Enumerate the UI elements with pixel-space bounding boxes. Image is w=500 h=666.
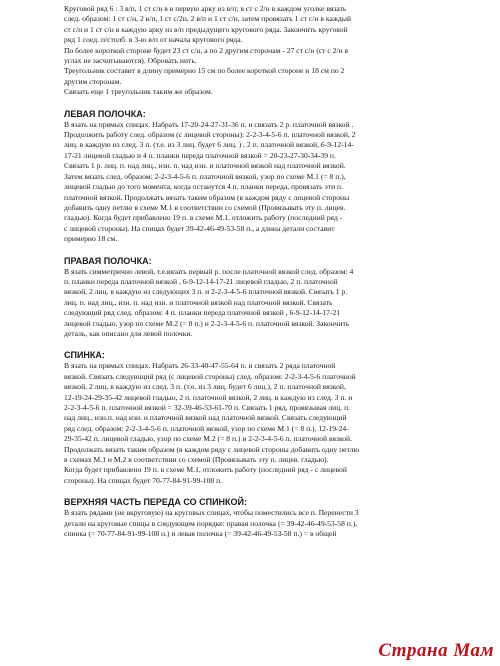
text-line: стороны). На спицах будет 70-77-84-91-99-108 п. xyxy=(64,475,223,485)
section-heading: ВЕРХНЯЯ ЧАСТЬ ПЕРЕДА СО СПИНКОЙ: xyxy=(64,497,248,508)
text-line: добавить одну петлю в схеме М.1 в соответствии со схемой (Провязывать эту п. лицев. xyxy=(64,202,346,212)
text-line: Связать 1 р. лиц. п. над лиц., изн. п. над изн. и платочной вязкой над платочной вязкой. xyxy=(64,161,346,171)
intro-block xyxy=(64,4,468,98)
text-line: В язать рядами (не вкруговую) на круговых спицах, чтобы поместились все п. Перенести 3 xyxy=(64,508,359,518)
sections xyxy=(64,98,468,540)
text-line: ряд 1 соед. п/столб. в 3-ю в/п от начала кругового ряда. xyxy=(64,35,243,45)
text-line: 2-2-3-4-5-6 п. платочной вязкой = 32-39-46-53-61-70 п. Связать 1 ряд, провязывая лиц. п. xyxy=(64,403,351,412)
text-line: в схемах М.1 и М.2 в соответствии со схемой (Провязывать эту п. лицев. гладью). xyxy=(64,455,329,465)
text-line: В язать симметрично левой, т.е.вязать первый р. после платочной вязкой след. образом: 4 xyxy=(64,266,354,276)
text-line: 17-21 лицевой гладью и 4 п. планки переда платочной вязкой = 20-23-27-30-34-39 п. xyxy=(64,150,336,160)
text-line: лицевой гладью до того момента, когда останутся 4 п. планки переда, провязать эти п. xyxy=(64,182,343,192)
text-line: Продолжать вязать таким образом (в каждом ряду с лицевой стороны добавить одну петлю xyxy=(64,444,360,454)
section xyxy=(64,496,468,539)
text-line: Затем вязать след. образом: 2-2-3-4-5-6 п. платочной вязкой, узор по схеме М.1 (= 8 п.), xyxy=(64,171,346,181)
text-line: Продолжить работу след. образом (с лицевой стороны): 2-2-3-4-5-6 п. платочной вязкой, 2 xyxy=(64,130,356,140)
text-line: лиц. в каждую из след. 3 п. (т.е. из 3 лиц. будет 6 лиц. ) , 2 п. платочной вязкой, 6-9-12-14- xyxy=(64,140,354,150)
text-line: вязкой, 2 лиц. в каждую из след. 3 п. (т.е. из 3 лиц. будет 6 лиц.), 2 п. платочной вязкой, xyxy=(64,382,346,392)
text-line: Когда будет прибавлено 19 п. в схеме М.1, отложить работу (последний ряд - с лицевой xyxy=(64,465,347,475)
section-heading: СПИНКА: xyxy=(64,350,105,361)
text-line: В язать на прямых спицах. Набрать 17-20-24-27-31-36 п. и связать 2 р. платочной вязкой . xyxy=(64,119,354,129)
text-line: Круговой ряд 6 : 3 в/п, 1 ст с/н в в первую арку из в/п; в ст с 2/н в каждом уголке вязать xyxy=(64,4,347,13)
text-line: вязкой. Связать следующий ряд (с лицевой стороны) след. образом: 2-2-3-4-5-6 платочной xyxy=(64,371,356,381)
text-line: Треугольник составит в длину примерно 15 см по более короткой стороне и 18 см по 2 xyxy=(64,66,345,76)
text-line: над лиц., изн.п. над изн. и платочной вязкой над платочной вязкой. Связать следующий xyxy=(64,413,347,423)
section xyxy=(64,349,468,486)
text-line: платочной вязкой. Продолжать вязать таким образом (в каждом ряду с лицевой стороны xyxy=(64,192,350,202)
text-line: В язать на прямых спицах. Набрать 26-33-40-47-55-64 п. и связать 2 ряда платочной xyxy=(64,361,336,371)
text-line: углах не засчитываются). Обровать нить. xyxy=(64,56,197,66)
document-page xyxy=(64,4,468,539)
text-line: ряд след. образом: 2-2-3-4-5-6 п. платочной вязкой, узор по схеме М.1 (= 8 п.), 12-19-24- xyxy=(64,423,349,433)
section-heading: ПРАВАЯ ПОЛОЧКА: xyxy=(64,255,152,266)
text-line: след. образом: 1 ст с/н, 2 в/п, 1 ст с/2н, 2 в/п и 1 ст с/н, затем провязать 1 ст с/н в каждый xyxy=(64,14,352,24)
text-line: 29-35-42 п. лицевой гладью, узор по схеме М.2 (= 8 п.) и 2-2-3-4-5-6 п. платочной вязкой. xyxy=(64,434,353,444)
text-line: детали на круговые спицы в следующем порядке: правая полочка (= 39-42-46-49-53-58 п.), xyxy=(64,518,358,528)
text-line: п. планки переда платочной вязкой , 6-9-12-14-17-21 лицевой гладью, 2 п. платочной xyxy=(64,276,338,286)
text-line: деталь, как описано для левой полочки. xyxy=(64,328,193,338)
text-line: 12-19-24-29-35-42 лицевой гладью, 2 п. платочной вязкой, 2 лиц. в каждую из след. 3 п. и xyxy=(64,392,353,402)
text-line: примерно 18 см. xyxy=(64,234,118,244)
text-line: следующий ряд след. образом: 4 п. планки переда платочной вязкой , 6-9-12-14-17-21 xyxy=(64,308,341,318)
site-watermark: Страна Мам xyxy=(378,640,494,661)
text-line: спинка (= 70-77-84-91-99-108 п.) и левая полочка (= 39-42-46-49-53-58 п.) = в общей xyxy=(64,529,337,539)
section xyxy=(64,108,468,245)
text-line: Связать еще 1 треугольник таким же образом. xyxy=(64,87,213,97)
text-line: с лицевой стороны). На спицах будет 39-42-46-49-53-58 п., а длина детали составит xyxy=(64,223,335,233)
text-line: лиц. п. над лиц., изн. п. над изн. и платочной вязкой над платочной вязкой. Связать xyxy=(64,297,333,307)
text-line: ст с/н и 1 ст с/н в каждую арку из в/п предыдущего кругового ряда. Закончить круговой xyxy=(64,24,348,34)
text-line: другим сторонам. xyxy=(64,76,122,86)
section xyxy=(64,255,468,340)
text-line: гладью). Когда будет прибавлено 19 п. в схеме М.1, отложить работу (последний ряд - xyxy=(64,213,343,223)
text-line: По более короткой стороне будет 23 ст с/н, а по 2 другим сторонам - 27 ст с/н (ст с 2/н в xyxy=(64,45,349,55)
section-heading: ЛЕВАЯ ПОЛОЧКА: xyxy=(64,108,146,119)
text-line: вязкой, 2 лиц. в каждую из следующих 3 п. и 2-2-3-4-5-6 платочной вязкой. Связать 1 р. xyxy=(64,287,348,297)
text-line: лицевой гладью, узор по схеме М.2 (= 8 п.) и 2-2-3-4-5-6 п. платочной вязкой. Закончить xyxy=(64,318,350,328)
